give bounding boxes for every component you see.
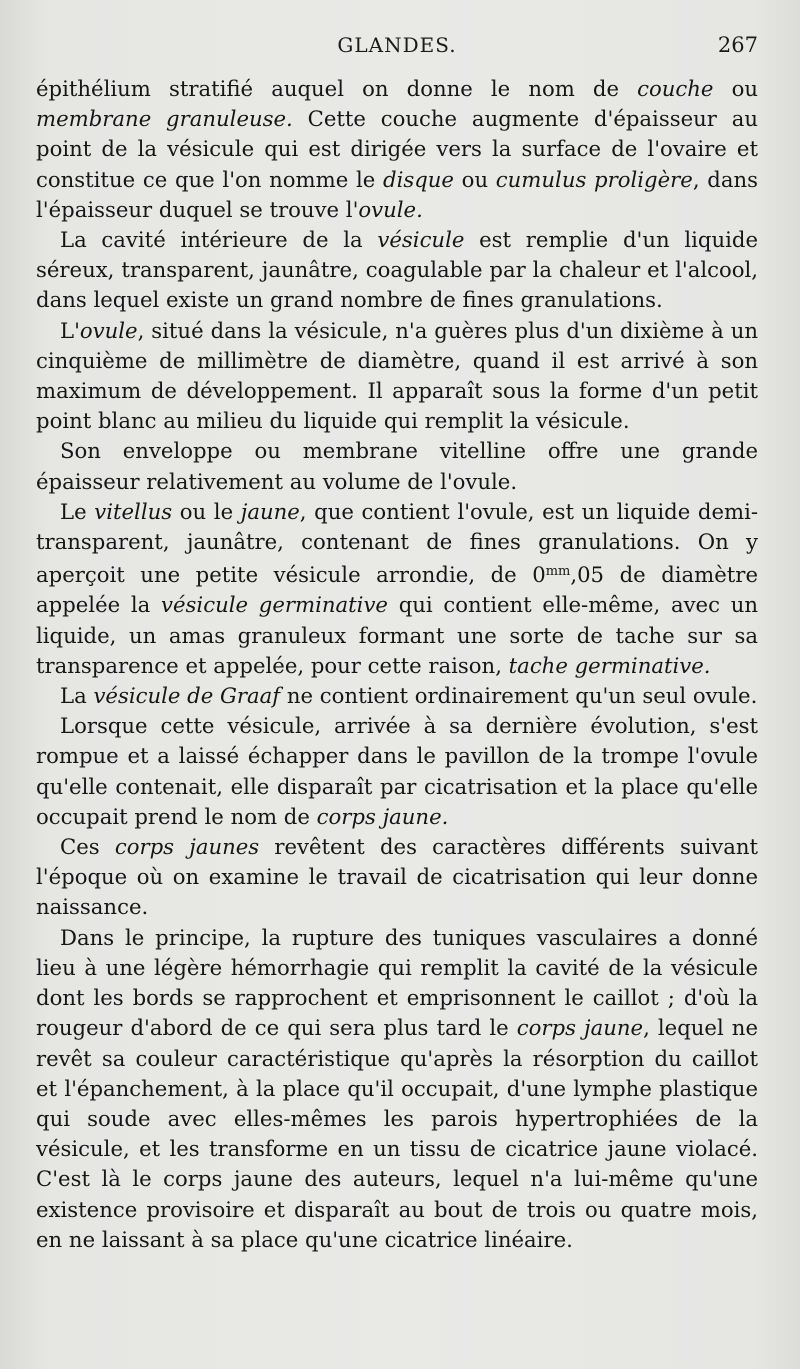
text-segment: Le (60, 498, 95, 524)
paragraph (36, 436, 758, 496)
italic-term: membrane granuleuse. (36, 106, 293, 132)
text-segment: , que contient l'ovule, est un liquide demi-transparent, jaunâtre, contenant de fines granulations. On y aperçoit une petite vésicule arrondie, de 0 (36, 498, 759, 588)
text-segment: Son enveloppe ou membrane vitelline offre une grande épaisseur relativement au volume de l'ovule. (36, 438, 758, 494)
paragraph (36, 74, 758, 225)
paragraph (36, 497, 758, 681)
page-number: 267 (717, 33, 758, 57)
italic-term: ovule (79, 317, 138, 343)
text-segment: , lequel ne revêt sa couleur caractéristique qu'après la résorption du caillot et l'épanchement, à la place qu'il occupait, d'une lymphe plastique qui soude avec elles-mêmes les parois hypertrophiées de la vésicule, et les transforme en un tissu de cicatrice jaune violacé. C'est là le corps jaune des auteurs, lequel n'a lui-même qu'une existence provisoire et disparaît au bout de trois ou quatre mois, en ne laissant à sa place qu'une cicatrice linéaire. (36, 1015, 758, 1252)
italic-term: disque (383, 166, 454, 192)
paragraph (36, 923, 758, 1255)
text-segment: L' (60, 317, 80, 343)
text-segment: ,05 de diamètre appelée la (36, 562, 758, 618)
italic-term: corps jaune. (316, 803, 449, 829)
paragraph (36, 711, 758, 832)
italic-term: corps jaune (516, 1015, 644, 1041)
text-segment: ou le (172, 498, 241, 524)
text-segment: ou (713, 76, 758, 101)
text-segment: ou (453, 166, 496, 192)
text-segment: est remplie d'un liquide séreux, transparent, jaunâtre, coagulable par la chaleur et l'alcool, dans lequel existe un grand nombre de fines granulations. (36, 227, 758, 313)
text-segment: Ces (60, 834, 115, 860)
paragraph (36, 316, 758, 437)
italic-term: vésicule germinative (161, 592, 388, 618)
paragraph (36, 832, 758, 923)
text-segment: , dans l'épaisseur duquel se trouve l' (36, 166, 758, 222)
text-segment: , situé dans la vésicule, n'a guères plus d'un dixième à un cinquième de millimètre de diamètre, quand il est arrivé à son maximum de développement. Il apparaît sous la forme d'un petit point blanc au milieu du liquide qui remplit la vésicule. (36, 317, 758, 434)
italic-term: corps jaunes (114, 834, 260, 860)
text-segment: Dans le principe, la rupture des tuniques vasculaires a donné lieu à une légère hémorrhagie qui remplit la cavité de la vésicule dont les bords se rapprochent et emprisonnent le caillot ; d'où la rougeur d'abord de ce qui sera plus tard le (36, 924, 758, 1041)
body-text (36, 74, 758, 1255)
italic-term: vésicule de Graaf (93, 683, 281, 709)
text-segment: ne contient ordinairement qu'un seul ovule. (280, 683, 758, 709)
text-segment: épithélium stratifié auquel on donne le nom de (36, 76, 638, 101)
italic-term: couche (637, 76, 714, 101)
italic-term: vitellus (94, 498, 173, 524)
italic-term: tache germinative. (508, 652, 711, 678)
italic-term: cumulus proligère (495, 166, 693, 192)
italic-term: vésicule (377, 227, 465, 253)
italic-term: ovule. (358, 196, 423, 222)
paragraph (36, 225, 758, 316)
text-segment: qui contient elle-même, avec un liquide, un amas granuleux formant une sorte de tache sur sa transparence et appelée, pour cette raison, (36, 592, 758, 678)
paragraph (36, 681, 758, 711)
text-segment: Cette couche augmente d'épaisseur au point de la vésicule qui est dirigée vers la surface de l'ovaire et constitue ce que l'on nomme le (36, 106, 759, 192)
text-segment: revêtent des caractères différents suivant l'époque où on examine le travail de cicatrisation qui leur donne naissance. (36, 834, 758, 920)
text-segment: La cavité intérieure de la (60, 227, 378, 253)
text-segment: La (60, 683, 94, 709)
text-segment: Lorsque cette vésicule, arrivée à sa dernière évolution, s'est rompue et a laissé échapper dans le pavillon de la trompe l'ovule qu'elle contenait, elle disparaît par cicatrisation et la place qu'elle occupait prend le nom de (36, 713, 758, 829)
superscript-unit: mm (545, 564, 571, 580)
running-head: GLANDES. (337, 33, 457, 57)
page-header (36, 33, 758, 59)
italic-term: jaune (240, 498, 300, 524)
